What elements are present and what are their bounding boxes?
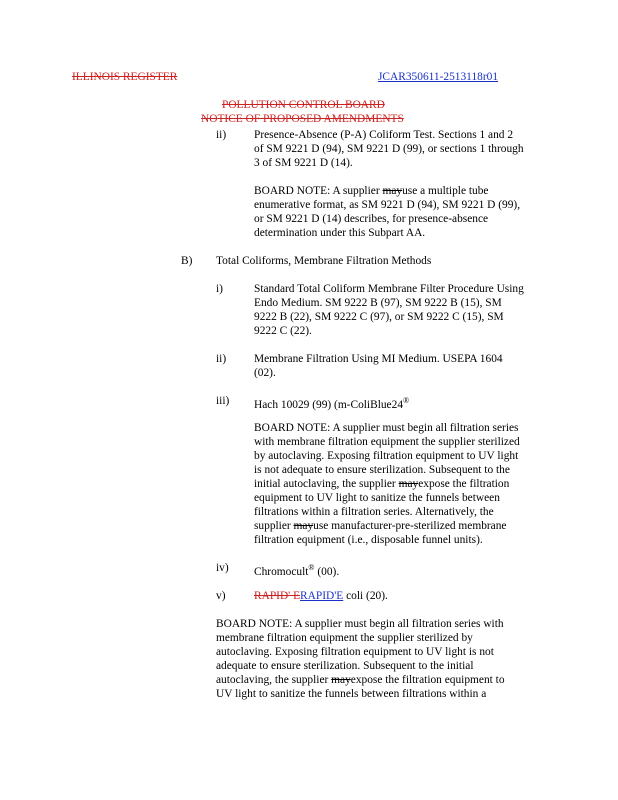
item-text-line: (02).	[254, 367, 276, 379]
item-number: ii)	[216, 129, 227, 141]
inserted-text: RAPID'E	[300, 590, 344, 602]
section-number: B)	[181, 255, 193, 267]
board-note-line: UV light to sanitize the funnels between filtrations within a	[216, 688, 487, 700]
board-note-line: by autoclaving. Exposing filtration equipment to UV light	[254, 450, 519, 462]
item-text-line: Endo Medium. SM 9222 B (97), SM 9222 B (15), SM	[254, 297, 502, 309]
board-note-line: BOARD NOTE: A supplier mayuse a multiple tube	[254, 185, 489, 197]
jcar-code: JCAR350611-2513118r01	[378, 71, 499, 83]
item-text-line: 9222 C (22).	[254, 325, 312, 337]
item-text-line: Membrane Filtration Using MI Medium. USEPA 1604	[254, 353, 503, 365]
board-note-line: filtration equipment (i.e., disposable funnel units).	[254, 534, 483, 546]
board-title: POLLUTION CONTROL BOARD	[222, 99, 385, 111]
item-number: v)	[216, 590, 226, 602]
board-note-line: membrane filtration equipment the supplier sterilized by	[216, 632, 473, 644]
item-text-line: 9222 B (22), SM 9222 C (97), or SM 9222 C (15), SM	[254, 311, 504, 323]
board-note-line: adequate to ensure sterilization. Subsequent to the initial	[216, 660, 474, 672]
register-title: ILLINOIS REGISTER	[72, 71, 178, 83]
board-note-line: enumerative format, as SM 9221 D (94), SM 9221 D (99),	[254, 199, 521, 211]
item-text-line: RAPID' ERAPID'E coli (20).	[254, 590, 388, 602]
item-text-line: Standard Total Coliform Membrane Filter Procedure Using	[254, 283, 524, 295]
board-note-line: filtrations within a filtration series. Alternatively, the	[254, 506, 494, 518]
item-text-line: of SM 9221 D (94), SM 9221 D (99), or sections 1 through	[254, 143, 524, 155]
item-number: iii)	[216, 395, 230, 407]
section-title: Total Coliforms, Membrane Filtration Methods	[216, 255, 432, 267]
board-note-line: autoclaving. Exposing filtration equipment to UV light is not	[216, 646, 494, 658]
item-number: iv)	[216, 562, 229, 574]
board-note-line: supplier mayuse manufacturer-pre-sterilized membrane	[254, 520, 507, 532]
board-note-line: initial autoclaving, the supplier mayexpose the filtration	[254, 478, 510, 490]
board-note-line: equipment to UV light to sanitize the funnels between	[254, 492, 500, 504]
board-note-line: with membrane filtration equipment the supplier sterilized	[254, 436, 520, 448]
item-text-line: Hach 10029 (99) (m-ColiBlue24®	[254, 396, 410, 411]
item-number: i)	[216, 283, 223, 295]
item-text-line: 3 of SM 9221 D (14).	[254, 157, 353, 169]
item-text-line: Presence-Absence (P-A) Coliform Test. Sections 1 and 2	[254, 129, 514, 141]
deleted-text: RAPID' E	[254, 590, 301, 602]
board-note-line: is not adequate to ensure sterilization. Subsequent to the	[254, 464, 510, 476]
notice-title: NOTICE OF PROPOSED AMENDMENTS	[201, 113, 404, 125]
board-note-line: or SM 9221 D (14) describes, for presence-absence	[254, 213, 489, 225]
item-text-line: Chromocult® (00).	[254, 563, 340, 578]
board-note-line: BOARD NOTE: A supplier must begin all filtration series with	[216, 618, 504, 630]
board-note-line: determination under this Subpart AA.	[254, 227, 426, 239]
board-note-line: BOARD NOTE: A supplier must begin all filtration series	[254, 422, 519, 434]
item-number: ii)	[216, 353, 227, 365]
board-note-line: autoclaving, the supplier mayexpose the filtration equipment to	[216, 674, 505, 686]
